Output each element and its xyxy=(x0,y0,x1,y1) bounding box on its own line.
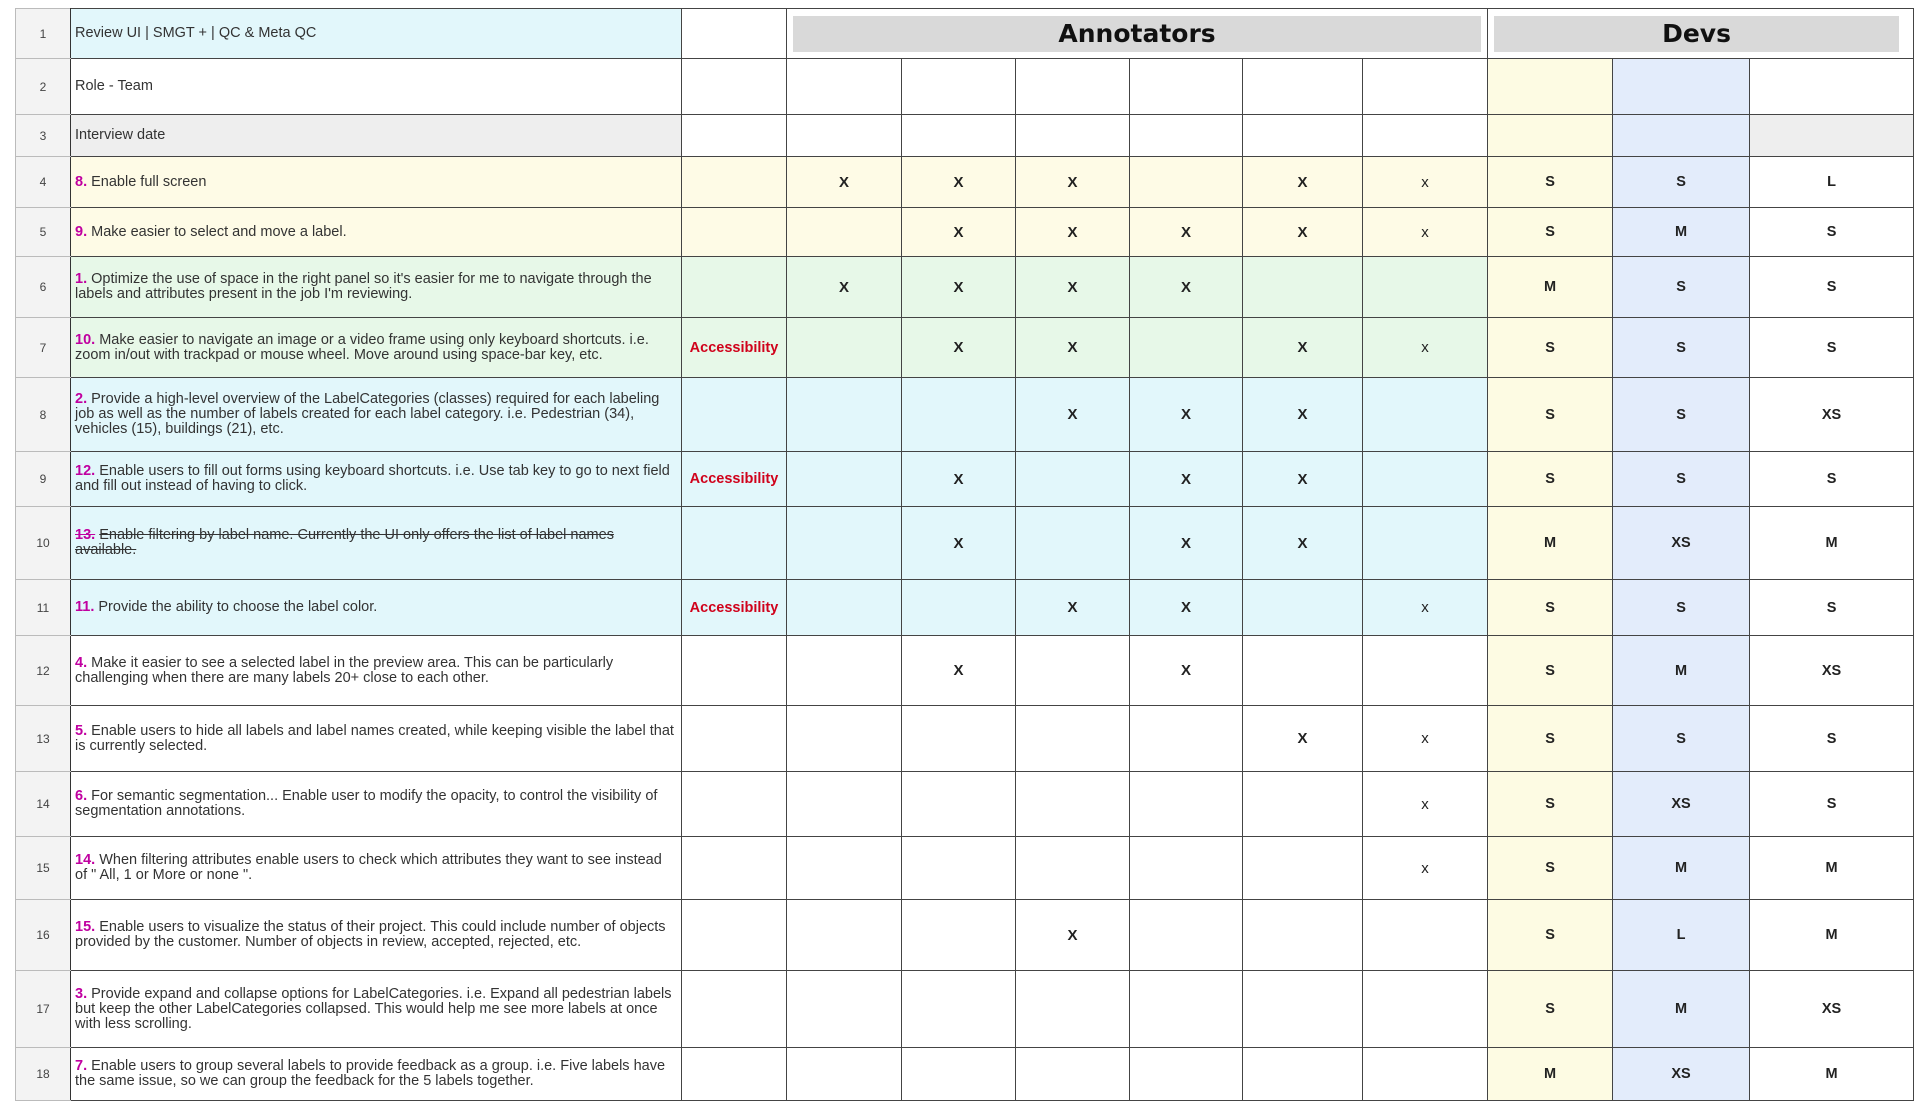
table-row xyxy=(16,208,1914,257)
dev-estimate[interactable]: S xyxy=(1613,580,1750,636)
dev-estimate[interactable]: S xyxy=(1613,318,1750,378)
requirement-text: Provide expand and collapse options for LabelCategories. i.e. Expand all pedestrian labels but keep the other LabelCategories collapsed. This would help me see more labels at once with less scrolling. xyxy=(75,985,672,1032)
dev-estimate[interactable]: S xyxy=(1750,257,1914,318)
accessibility-tag[interactable] xyxy=(682,706,787,772)
annotator-mark[interactable]: X xyxy=(902,257,1016,318)
item-number: 5. xyxy=(75,722,88,739)
annotator-mark[interactable] xyxy=(1016,971,1130,1048)
annotator-mark[interactable]: X xyxy=(902,452,1016,507)
annotator-mark[interactable] xyxy=(1363,971,1488,1048)
row-number[interactable]: 16 xyxy=(16,900,71,971)
accessibility-tag[interactable] xyxy=(682,507,787,580)
dev-estimate[interactable]: S xyxy=(1613,378,1750,452)
annotator-mark[interactable]: X xyxy=(1243,157,1363,208)
annotator-mark[interactable] xyxy=(1130,837,1243,900)
annotator-mark[interactable] xyxy=(1363,378,1488,452)
table-row xyxy=(16,257,1914,318)
item-number: 11. xyxy=(75,599,95,615)
empty-cell[interactable] xyxy=(1488,59,1613,115)
annotator-mark[interactable]: X xyxy=(1243,378,1363,452)
requirements-table xyxy=(15,8,1914,1101)
annotator-mark[interactable] xyxy=(787,1048,902,1101)
empty-cell[interactable] xyxy=(682,9,787,59)
accessibility-tag[interactable]: Accessibility xyxy=(682,580,787,636)
empty-cell[interactable] xyxy=(1243,59,1363,115)
empty-cell[interactable] xyxy=(1130,115,1243,157)
empty-cell[interactable] xyxy=(902,59,1016,115)
dev-estimate[interactable]: S xyxy=(1488,706,1613,772)
annotator-mark[interactable] xyxy=(787,900,902,971)
requirement-text: Optimize the use of space in the right panel so it's easier for me to navigate through the labels and attributes present in the job I'm reviewing. xyxy=(75,271,652,302)
annotator-mark[interactable] xyxy=(787,636,902,706)
dev-estimate[interactable]: S xyxy=(1750,452,1914,507)
annotator-mark[interactable] xyxy=(902,580,1016,636)
annotator-mark[interactable] xyxy=(1016,706,1130,772)
annotator-mark[interactable]: x xyxy=(1363,580,1488,636)
annotator-mark[interactable]: X xyxy=(1130,378,1243,452)
role-row xyxy=(16,59,1914,115)
row-number[interactable]: 8 xyxy=(16,378,71,452)
table-row xyxy=(16,971,1914,1048)
table-row xyxy=(16,706,1914,772)
table-row xyxy=(16,636,1914,706)
item-number: 7. xyxy=(75,1058,88,1074)
empty-cell[interactable] xyxy=(1613,59,1750,115)
annotator-mark[interactable]: X xyxy=(1016,257,1130,318)
annotator-mark[interactable]: X xyxy=(787,257,902,318)
dev-estimate[interactable]: XS xyxy=(1613,1048,1750,1101)
annotator-mark[interactable] xyxy=(787,837,902,900)
empty-cell[interactable] xyxy=(1363,59,1488,115)
annotator-mark[interactable]: X xyxy=(1130,636,1243,706)
annotator-mark[interactable] xyxy=(1363,636,1488,706)
annotator-mark[interactable] xyxy=(1363,507,1488,580)
annotator-mark[interactable] xyxy=(787,318,902,378)
annotators-header: Annotators xyxy=(793,16,1481,52)
annotator-mark[interactable] xyxy=(1363,1048,1488,1101)
table-row xyxy=(16,772,1914,837)
row-number[interactable]: 18 xyxy=(16,1048,71,1101)
requirement-cell[interactable] xyxy=(71,157,682,208)
annotator-mark[interactable]: X xyxy=(1243,706,1363,772)
annotator-mark[interactable] xyxy=(787,452,902,507)
item-number: 3. xyxy=(75,985,88,1002)
item-number: 9. xyxy=(75,223,88,240)
annotator-mark[interactable]: X xyxy=(787,157,902,208)
dev-estimate[interactable]: XS xyxy=(1750,378,1914,452)
header-row xyxy=(16,9,1914,59)
accessibility-tag[interactable] xyxy=(682,971,787,1048)
requirement-text: Provide the ability to choose the label color. xyxy=(98,599,378,615)
annotators-header-cell[interactable] xyxy=(787,9,1488,59)
annotator-mark[interactable] xyxy=(787,971,902,1048)
annotator-mark[interactable]: X xyxy=(902,208,1016,257)
dev-estimate[interactable]: M xyxy=(1613,208,1750,257)
requirement-text: Enable users to fill out forms using keyboard shortcuts. i.e. Use tab key to go to next field and fill out instead of having to click. xyxy=(75,463,670,494)
annotator-mark[interactable] xyxy=(787,208,902,257)
annotator-mark[interactable] xyxy=(1130,706,1243,772)
empty-cell[interactable] xyxy=(1613,115,1750,157)
annotator-mark[interactable] xyxy=(1243,772,1363,837)
annotator-mark[interactable] xyxy=(1016,452,1130,507)
annotator-mark[interactable]: X xyxy=(1130,580,1243,636)
dev-estimate[interactable]: M xyxy=(1613,636,1750,706)
dev-estimate[interactable]: S xyxy=(1488,636,1613,706)
empty-cell[interactable] xyxy=(1750,115,1914,157)
annotator-mark[interactable] xyxy=(787,772,902,837)
requirement-text: Make easier to navigate an image or a video frame using only keyboard shortcuts. i.e. zoom in/out with trackpad or mouse wheel. Move around using space-bar key, etc. xyxy=(75,331,649,363)
annotator-mark[interactable]: X xyxy=(1243,507,1363,580)
requirement-cell[interactable] xyxy=(71,507,682,580)
accessibility-tag[interactable] xyxy=(682,636,787,706)
annotator-mark[interactable]: X xyxy=(1130,507,1243,580)
annotator-mark[interactable]: X xyxy=(1016,580,1130,636)
item-number: 14. xyxy=(75,852,96,868)
table-row xyxy=(16,900,1914,971)
annotator-mark[interactable] xyxy=(1363,900,1488,971)
empty-cell[interactable] xyxy=(787,115,902,157)
annotator-mark[interactable] xyxy=(1243,580,1363,636)
annotator-mark[interactable] xyxy=(787,507,902,580)
annotator-mark[interactable] xyxy=(1016,507,1130,580)
dev-estimate[interactable]: S xyxy=(1488,318,1613,378)
item-number: 6. xyxy=(75,788,88,804)
empty-cell[interactable] xyxy=(787,59,902,115)
dev-estimate[interactable]: S xyxy=(1488,580,1613,636)
accessibility-tag[interactable] xyxy=(682,157,787,208)
row-number[interactable]: 13 xyxy=(16,706,71,772)
requirement-cell[interactable] xyxy=(71,971,682,1048)
annotator-mark[interactable] xyxy=(787,378,902,452)
annotator-mark[interactable]: X xyxy=(1016,378,1130,452)
dev-estimate[interactable]: S xyxy=(1613,257,1750,318)
accessibility-tag[interactable] xyxy=(682,900,787,971)
annotator-mark[interactable] xyxy=(1243,1048,1363,1101)
dev-estimate[interactable]: S xyxy=(1750,772,1914,837)
row-number[interactable]: 15 xyxy=(16,837,71,900)
annotator-mark[interactable] xyxy=(1016,636,1130,706)
dev-estimate[interactable]: M xyxy=(1750,837,1914,900)
dev-estimate[interactable]: S xyxy=(1750,208,1914,257)
accessibility-tag[interactable] xyxy=(682,378,787,452)
annotator-mark[interactable]: X xyxy=(1243,208,1363,257)
dev-estimate[interactable]: S xyxy=(1488,452,1613,507)
requirement-text: Enable users to group several labels to provide feedback as a group. i.e. Five labels have the same issue, so we can group the feedback for the 5 labels together. xyxy=(75,1058,666,1089)
annotator-mark[interactable] xyxy=(902,706,1016,772)
item-number: 1. xyxy=(75,271,88,287)
annotator-mark[interactable] xyxy=(1016,837,1130,900)
item-number: 10. xyxy=(75,331,96,348)
dev-estimate[interactable]: L xyxy=(1750,157,1914,208)
requirement-cell[interactable] xyxy=(71,772,682,837)
annotator-mark[interactable] xyxy=(902,1048,1016,1101)
annotator-mark[interactable]: X xyxy=(902,636,1016,706)
dev-estimate[interactable]: XS xyxy=(1750,971,1914,1048)
dev-estimate[interactable]: S xyxy=(1488,772,1613,837)
dev-estimate[interactable]: M xyxy=(1613,837,1750,900)
accessibility-tag[interactable] xyxy=(682,1048,787,1101)
annotator-mark[interactable] xyxy=(1243,900,1363,971)
dev-estimate[interactable]: M xyxy=(1488,257,1613,318)
table-row xyxy=(16,837,1914,900)
table-row xyxy=(16,580,1914,636)
dev-estimate[interactable]: M xyxy=(1750,1048,1914,1101)
annotator-mark[interactable]: X xyxy=(902,507,1016,580)
dev-estimate[interactable]: S xyxy=(1750,580,1914,636)
dev-estimate[interactable]: XS xyxy=(1750,636,1914,706)
empty-cell[interactable] xyxy=(1750,59,1914,115)
devs-header: Devs xyxy=(1494,16,1899,52)
requirement-cell[interactable] xyxy=(71,318,682,378)
requirement-cell[interactable] xyxy=(71,580,682,636)
annotator-mark[interactable] xyxy=(1243,257,1363,318)
dev-estimate[interactable]: S xyxy=(1750,318,1914,378)
dev-estimate[interactable]: XS xyxy=(1613,772,1750,837)
empty-cell[interactable] xyxy=(1363,115,1488,157)
annotator-mark[interactable]: x xyxy=(1363,157,1488,208)
accessibility-tag[interactable] xyxy=(682,772,787,837)
annotator-mark[interactable] xyxy=(1363,452,1488,507)
empty-cell[interactable] xyxy=(1130,59,1243,115)
row-number[interactable]: 1 xyxy=(16,9,71,59)
annotator-mark[interactable] xyxy=(1130,157,1243,208)
row-number[interactable]: 5 xyxy=(16,208,71,257)
requirement-text: Enable users to hide all labels and label names created, while keeping visible the label that is currently selected. xyxy=(75,722,674,754)
dev-estimate[interactable]: S xyxy=(1488,900,1613,971)
item-number: 4. xyxy=(75,654,88,671)
accessibility-tag[interactable] xyxy=(682,257,787,318)
item-number: 12. xyxy=(75,463,96,479)
dev-estimate[interactable]: M xyxy=(1488,1048,1613,1101)
row-number[interactable]: 7 xyxy=(16,318,71,378)
annotator-mark[interactable]: x xyxy=(1363,208,1488,257)
row-number[interactable]: 6 xyxy=(16,257,71,318)
requirement-text: Enable users to visualize the status of their project. This could include number of objects provided by the customer. Number of objects in review, accepted, rejected, etc. xyxy=(75,919,666,950)
dev-estimate[interactable]: M xyxy=(1613,971,1750,1048)
table-row xyxy=(16,507,1914,580)
dev-estimate[interactable]: M xyxy=(1750,507,1914,580)
devs-header-cell[interactable] xyxy=(1488,9,1914,59)
dev-estimate[interactable]: XS xyxy=(1613,507,1750,580)
annotator-mark[interactable] xyxy=(1243,971,1363,1048)
requirement-text: Make it easier to see a selected label in the preview area. This can be particularly challenging when there are many labels 20+ close to each other. xyxy=(75,654,614,686)
empty-cell[interactable] xyxy=(682,115,787,157)
dev-estimate[interactable]: S xyxy=(1488,971,1613,1048)
role-label[interactable]: Role - Team xyxy=(71,59,682,115)
dev-estimate[interactable]: S xyxy=(1488,837,1613,900)
annotator-mark[interactable]: X xyxy=(1016,900,1130,971)
annotator-mark[interactable] xyxy=(902,837,1016,900)
accessibility-tag[interactable] xyxy=(682,837,787,900)
interview-date-row xyxy=(16,115,1914,157)
row-number[interactable]: 12 xyxy=(16,636,71,706)
item-number: 8. xyxy=(75,173,88,190)
annotator-mark[interactable]: X xyxy=(1130,208,1243,257)
row-number[interactable]: 14 xyxy=(16,772,71,837)
annotator-mark[interactable] xyxy=(787,706,902,772)
requirement-cell[interactable] xyxy=(71,208,682,257)
dev-estimate[interactable]: M xyxy=(1488,507,1613,580)
table-row xyxy=(16,157,1914,208)
annotator-mark[interactable]: X xyxy=(1243,452,1363,507)
requirement-text: For semantic segmentation... Enable user to modify the opacity, to control the visibility of segmentation annotations. xyxy=(75,788,658,819)
empty-cell[interactable] xyxy=(1488,115,1613,157)
row-number[interactable]: 17 xyxy=(16,971,71,1048)
requirement-text: Enable full screen xyxy=(91,173,207,190)
annotator-mark[interactable]: x xyxy=(1363,706,1488,772)
annotator-mark[interactable] xyxy=(1130,900,1243,971)
table-row xyxy=(16,378,1914,452)
dev-estimate[interactable]: S xyxy=(1613,157,1750,208)
annotator-mark[interactable] xyxy=(1016,1048,1130,1101)
dev-estimate[interactable]: S xyxy=(1613,452,1750,507)
requirement-cell[interactable] xyxy=(71,452,682,507)
annotator-mark[interactable] xyxy=(902,772,1016,837)
requirement-text: Make easier to select and move a label. xyxy=(91,223,347,240)
annotator-mark[interactable] xyxy=(1130,772,1243,837)
annotator-mark[interactable]: X xyxy=(1130,257,1243,318)
requirement-cell[interactable] xyxy=(71,900,682,971)
requirement-cell[interactable] xyxy=(71,378,682,452)
dev-estimate[interactable]: S xyxy=(1488,208,1613,257)
empty-cell[interactable] xyxy=(902,115,1016,157)
spreadsheet xyxy=(15,8,1913,1094)
row-number[interactable]: 10 xyxy=(16,507,71,580)
dev-estimate[interactable]: S xyxy=(1613,706,1750,772)
annotator-mark[interactable] xyxy=(902,971,1016,1048)
requirement-text: Provide a high-level overview of the LabelCategories (classes) required for each labeling job as well as the number of labels created for each label category. i.e. Pedestrian (34), vehicles (15), buildings (21), etc. xyxy=(75,391,660,437)
requirement-cell[interactable] xyxy=(71,636,682,706)
dev-estimate[interactable]: M xyxy=(1750,900,1914,971)
requirement-text: When filtering attributes enable users to check which attributes they want to see instead of " All, 1 or More or none ". xyxy=(75,852,662,883)
accessibility-tag[interactable]: Accessibility xyxy=(682,452,787,507)
annotator-mark[interactable]: X xyxy=(1016,318,1130,378)
requirement-cell[interactable] xyxy=(71,837,682,900)
annotator-mark[interactable]: X xyxy=(902,157,1016,208)
annotator-mark[interactable] xyxy=(1130,318,1243,378)
annotator-mark[interactable] xyxy=(787,580,902,636)
requirement-text: Enable filtering by label name. Currently the UI only offers the list of label names available. xyxy=(75,527,614,558)
annotator-mark[interactable] xyxy=(1130,971,1243,1048)
dev-estimate[interactable]: S xyxy=(1488,157,1613,208)
table-row xyxy=(16,318,1914,378)
annotator-mark[interactable]: X xyxy=(1016,157,1130,208)
accessibility-tag[interactable]: Accessibility xyxy=(682,318,787,378)
annotator-mark[interactable]: X xyxy=(1016,208,1130,257)
sheet-title[interactable]: Review UI | SMGT + | QC & Meta QC xyxy=(71,9,682,59)
requirement-cell[interactable] xyxy=(71,1048,682,1101)
dev-estimate[interactable]: S xyxy=(1750,706,1914,772)
annotator-mark[interactable]: X xyxy=(1243,318,1363,378)
table-row xyxy=(16,1048,1914,1101)
annotator-mark[interactable] xyxy=(1243,636,1363,706)
item-number: 13. xyxy=(75,527,96,543)
annotator-mark[interactable]: x xyxy=(1363,837,1488,900)
empty-cell[interactable] xyxy=(1016,59,1130,115)
item-number: 2. xyxy=(75,391,88,407)
row-number[interactable]: 3 xyxy=(16,115,71,157)
empty-cell[interactable] xyxy=(682,59,787,115)
row-number[interactable]: 9 xyxy=(16,452,71,507)
empty-cell[interactable] xyxy=(1243,115,1363,157)
annotator-mark[interactable]: X xyxy=(902,318,1016,378)
annotator-mark[interactable] xyxy=(902,900,1016,971)
empty-cell[interactable] xyxy=(1016,115,1130,157)
row-number[interactable]: 4 xyxy=(16,157,71,208)
annotator-mark[interactable] xyxy=(1016,772,1130,837)
requirement-cell[interactable] xyxy=(71,706,682,772)
row-number[interactable]: 2 xyxy=(16,59,71,115)
interview-date-label[interactable]: Interview date xyxy=(71,115,682,157)
annotator-mark[interactable]: x xyxy=(1363,318,1488,378)
annotator-mark[interactable] xyxy=(1130,1048,1243,1101)
annotator-mark[interactable] xyxy=(1363,257,1488,318)
table-row xyxy=(16,452,1914,507)
item-number: 15. xyxy=(75,919,96,935)
annotator-mark[interactable] xyxy=(1243,837,1363,900)
dev-estimate[interactable]: L xyxy=(1613,900,1750,971)
requirement-cell[interactable] xyxy=(71,257,682,318)
accessibility-tag[interactable] xyxy=(682,208,787,257)
dev-estimate[interactable]: S xyxy=(1488,378,1613,452)
row-number[interactable]: 11 xyxy=(16,580,71,636)
annotator-mark[interactable]: x xyxy=(1363,772,1488,837)
annotator-mark[interactable]: X xyxy=(1130,452,1243,507)
annotator-mark[interactable] xyxy=(902,378,1016,452)
